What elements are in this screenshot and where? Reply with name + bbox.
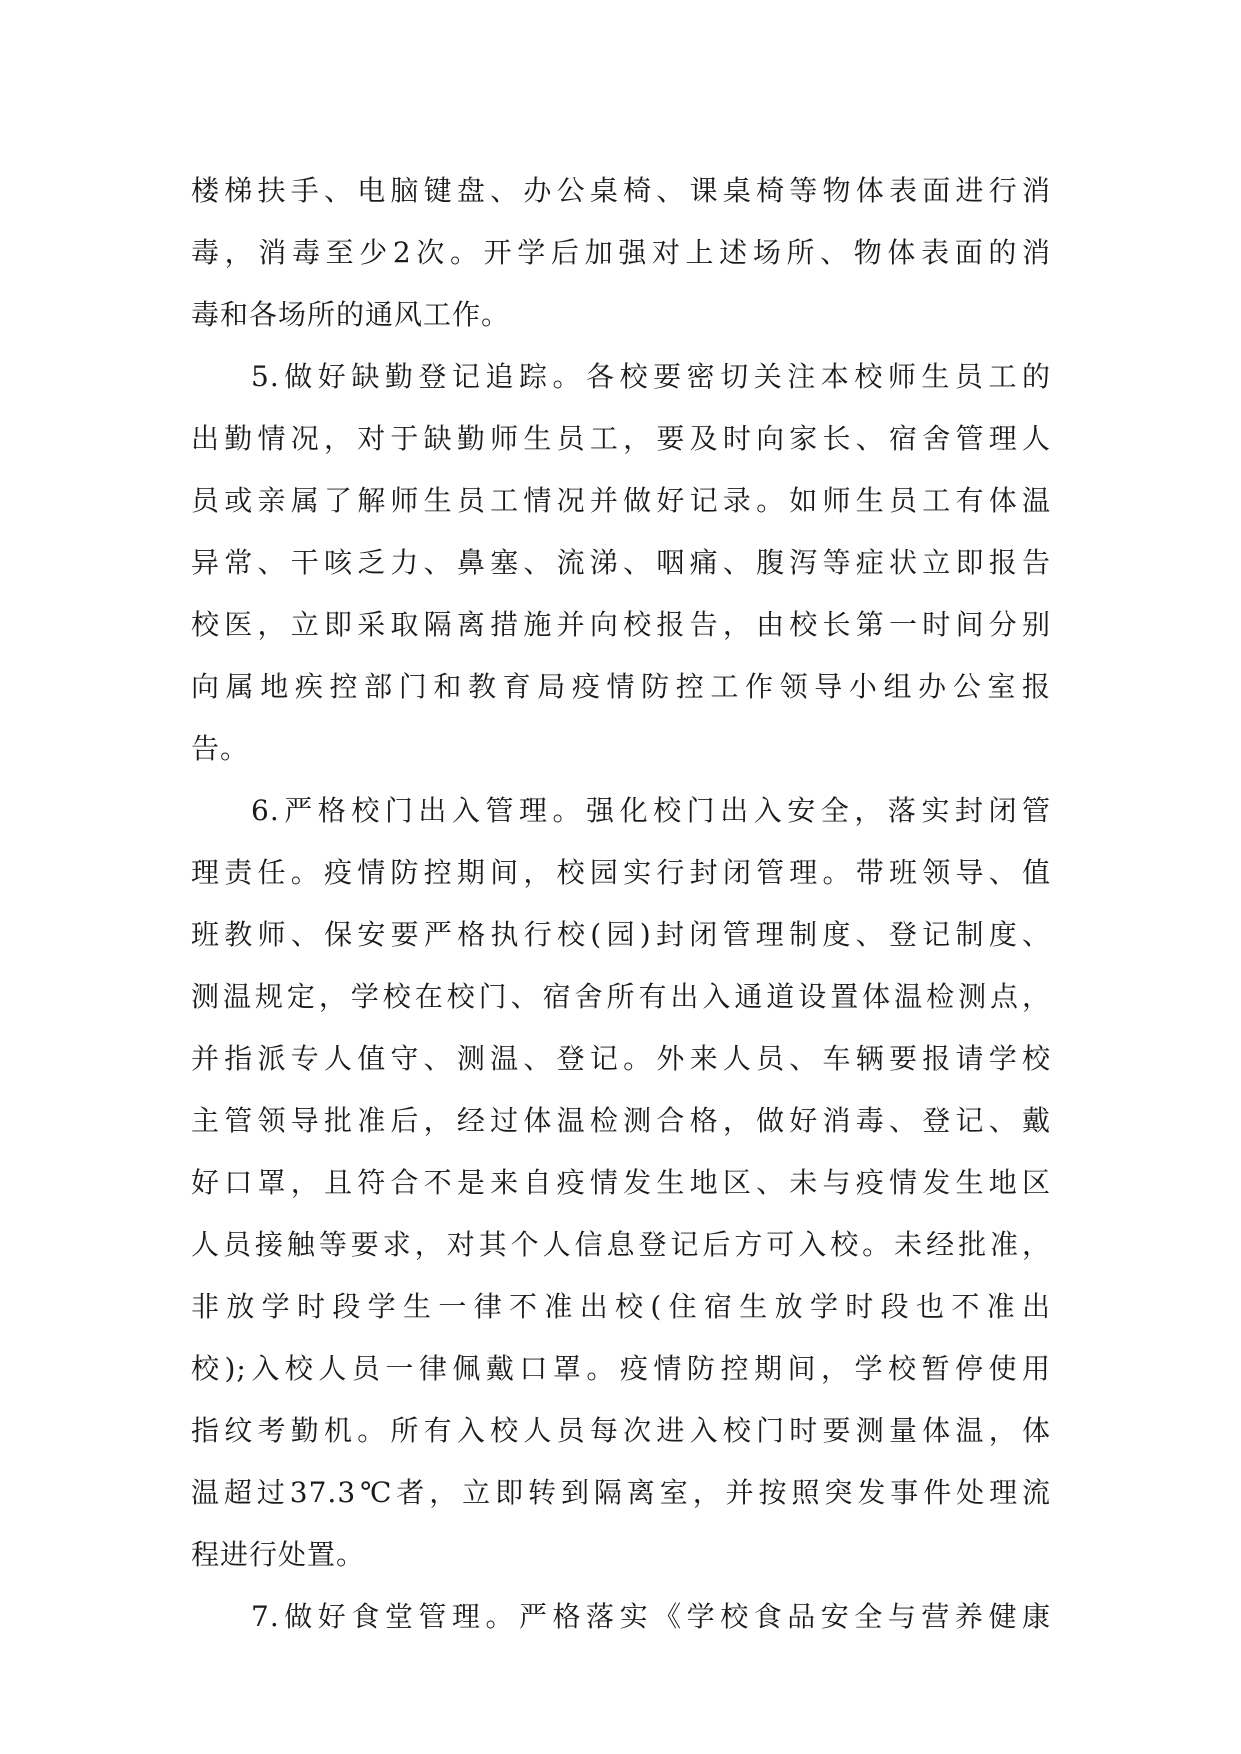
text-line: 并指派专人值守、测温、登记。外来人员、车辆要报请学校 [191,1042,1051,1075]
text-line: 温超过37.3℃者，立即转到隔离室，并按照突发事件处理流 [191,1476,1051,1509]
text-line: 向属地疾控部门和教育局疫情防控工作领导小组办公室报 [191,670,1051,703]
text-line: 5.做好缺勤登记追踪。各校要密切关注本校师生员工的 [251,360,1051,393]
text-line: 理责任。疫情防控期间，校园实行封闭管理。带班领导、值 [191,856,1051,889]
text-line: 异常、干咳乏力、鼻塞、流涕、咽痛、腹泻等症状立即报告 [191,546,1051,579]
text-line: 校医，立即采取隔离措施并向校报告，由校长第一时间分别 [191,608,1051,641]
text-line: 好口罩，且符合不是来自疫情发生地区、未与疫情发生地区 [191,1166,1051,1199]
text-line: 校);入校人员一律佩戴口罩。疫情防控期间，学校暂停使用 [191,1352,1051,1385]
text-line: 6.严格校门出入管理。强化校门出入安全，落实封闭管 [251,794,1051,827]
text-line: 7.做好食堂管理。严格落实《学校食品安全与营养健康 [251,1600,1051,1633]
text-line: 人员接触等要求，对其个人信息登记后方可入校。未经批准， [191,1228,1051,1261]
text-line: 指纹考勤机。所有入校人员每次进入校门时要测量体温，体 [191,1414,1051,1447]
text-line: 非放学时段学生一律不准出校(住宿生放学时段也不准出 [191,1290,1051,1323]
text-line: 班教师、保安要严格执行校(园)封闭管理制度、登记制度、 [191,918,1051,951]
text-line: 主管领导批准后，经过体温检测合格，做好消毒、登记、戴 [191,1104,1051,1137]
text-line: 员或亲属了解师生员工情况并做好记录。如师生员工有体温 [191,484,1051,517]
text-line: 程进行处置。 [191,1538,366,1571]
text-line: 毒，消毒至少2次。开学后加强对上述场所、物体表面的消 [191,236,1051,269]
text-line: 告。 [191,732,250,765]
text-line: 测温规定，学校在校门、宿舍所有出入通道设置体温检测点， [191,980,1051,1013]
body-text [191,160,1051,1648]
text-line: 楼梯扶手、电脑键盘、办公桌椅、课桌椅等物体表面进行消 [191,174,1051,207]
text-line: 出勤情况，对于缺勤师生员工，要及时向家长、宿舍管理人 [191,422,1051,455]
text-line: 毒和各场所的通风工作。 [191,298,511,331]
